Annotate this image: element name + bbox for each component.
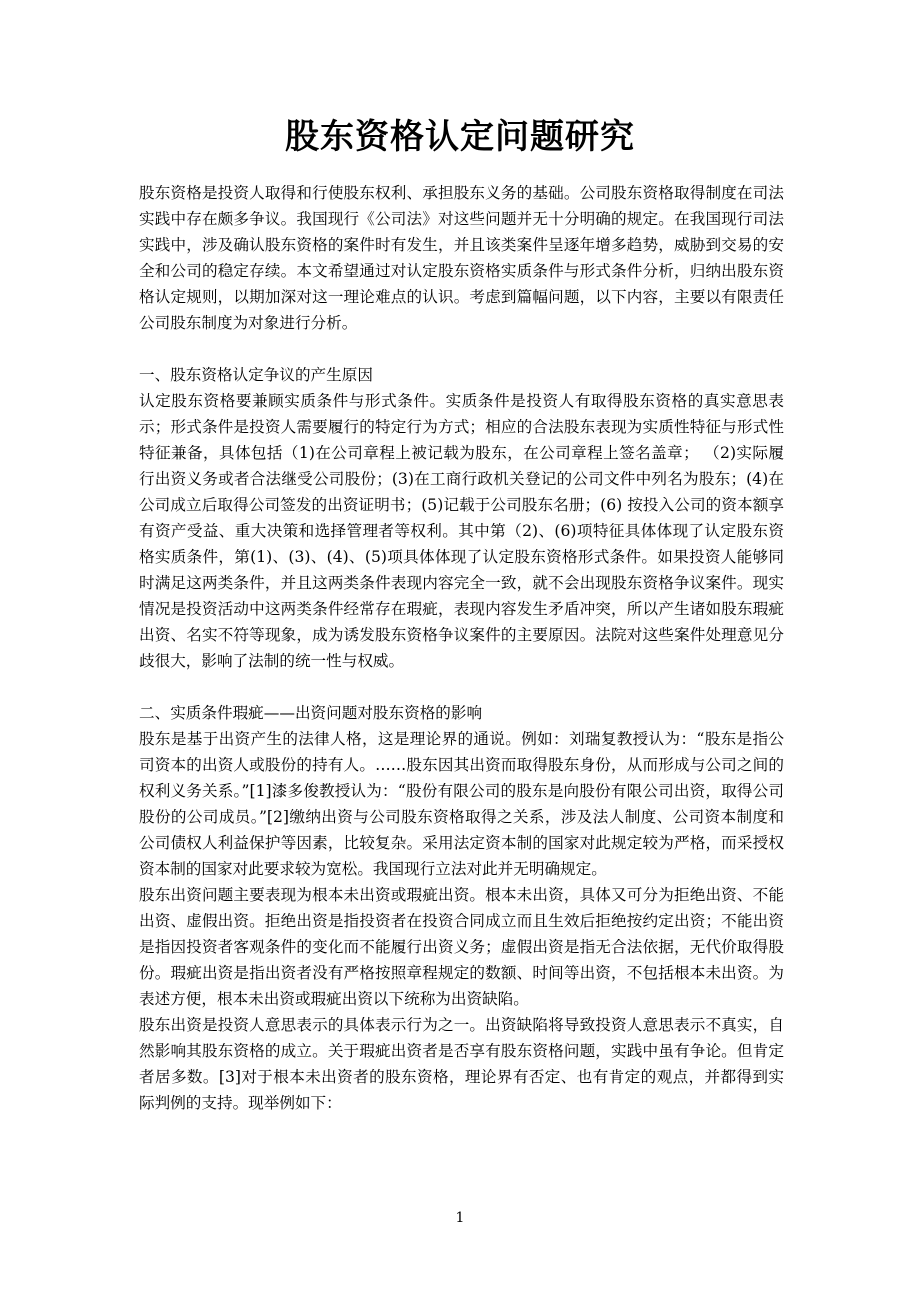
section-2-paragraph-3: 股东出资是投资人意思表示的具体表示行为之一。出资缺陷将导致投资人意思表示不真实，自然影响其股东资格的成立。关于瑕疵出资者是否享有股东资格问题，实践中虽有争论。但肯定者居多数。[3]对于根本未出资者的股东资格，理论界有否定、也有肯定的观点，并都得到实际判例的支持。现举例如下：: [139, 1016, 784, 1112]
section-2-paragraph-2: 股东出资问题主要表现为根本未出资或瑕疵出资。根本未出资，具体又可分为拒绝出资、不能出资、虚假出资。拒绝出资是指投资者在投资合同成立而且生效后拒绝按约定出资；不能出资是指因投资者客观条件的变化而不能履行出资义务；虚假出资是指无合法依据，无代价取得股份。瑕疵出资是指出资者没有严格按照章程规定的数额、时间等出资，不包括根本未出资。为表述方便，根本未出资或瑕疵出资以下统称为出资缺陷。: [139, 886, 784, 1008]
paragraph-gap: [139, 336, 784, 362]
section-1-heading: 一、股东资格认定争议的产生原因: [139, 366, 373, 384]
page-number: 1: [455, 1210, 465, 1226]
document-title: 股东资格认定问题研究: [285, 117, 635, 157]
intro-paragraph: 股东资格是投资人取得和行使股东权利、承担股东义务的基础。公司股东资格取得制度在司法实践中存在颇多争议。我国现行《公司法》对这些问题并无十分明确的规定。在我国现行司法实践中，涉及确认股东资格的案件时有发生，并且该类案件呈逐年增多趋势，威胁到交易的安全和公司的稳定存续。本文希望通过对认定股东资格实质条件与形式条件分析，归纳出股东资格认定规则，以期加深对这一理论难点的认识。考虑到篇幅问题，以下内容，主要以有限责任公司股东制度为对象进行分析。: [139, 184, 784, 332]
section-1-paragraph-1: 认定股东资格要兼顾实质条件与形式条件。实质条件是投资人有取得股东资格的真实意思表示；形式条件是投资人需要履行的特定行为方式；相应的合法股东表现为实质性特征与形式性特征兼备，具体包括（1)在公司章程上被记载为股东，在公司章程上签名盖章； （2)实际履行出资义务或者合法继受公司股份；(3)在工商行政机关登记的公司文件中列名为股东；(4)在公司成立后取得公司签发的出资证明书；(5)记载于公司股东名册；(6) 按投入公司的资本额享有资产受益、重大决策和选择管理者等权利。其中第（2)、(6)项特征具体体现了认定股东资格实质条件，第(1)、(3)、(4)、(5)项具体体现了认定股东资格形式条件。如果投资人能够同时满足这两类条件，并且这两类条件表现内容完全一致，就不会出现股东资格争议案件。现实情况是投资活动中这两类条件经常存在瑕疵，表现内容发生矛盾冲突，所以产生诸如股东瑕疵出资、名实不符等现象，成为诱发股东资格争议案件的主要原因。法院对这些案件处理意见分歧很大，影响了法制的统一性与权威。: [139, 392, 784, 670]
paragraph-gap: [139, 674, 784, 700]
section-2-heading: 二、实质条件瑕疵——出资问题对股东资格的影响: [139, 704, 483, 722]
document-body: [139, 180, 784, 1116]
section-2-paragraph-1: 股东是基于出资产生的法律人格，这是理论界的通说。例如：刘瑞复教授认为：“股东是指公司资本的出资人或股份的持有人。……股东因其出资而取得股东身份，从而形成与公司之间的权利义务关系。”[1]漆多俊教授认为：“股份有限公司的股东是向股份有限公司出资，取得公司股份的公司成员。”[2]缴纳出资与公司股东资格取得之关系，涉及法人制度、公司资本制度和公司债权人利益保护等因素，比较复杂。采用法定资本制的国家对此规定较为严格，而采授权资本制的国家对此要求较为宽松。我国现行立法对此并无明确规定。: [139, 730, 784, 878]
